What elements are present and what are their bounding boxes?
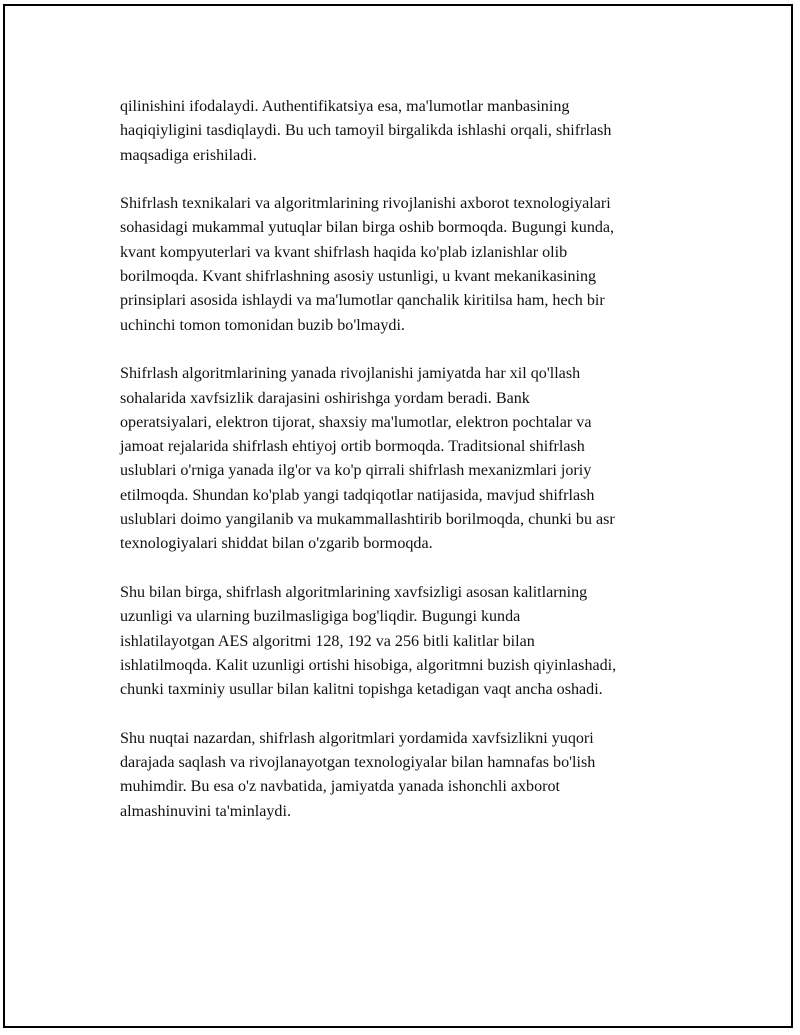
text-line: almashinuvini ta'minlaydi. — [120, 802, 291, 820]
document-page — [3, 4, 793, 1028]
paragraph — [120, 95, 700, 168]
text-line: Shu bilan birga, shifrlash algoritmlarining xavfsizligi asosan kalitlarning — [120, 583, 588, 601]
text-line: uzunligi va ularning buzilmasligiga bog'liqdir. Bugungi kunda — [120, 608, 521, 626]
text-line: Shu nuqtai nazardan, shifrlash algoritmlari yordamida xavfsizlikni yuqori — [120, 729, 594, 747]
text-line: borilmoqda. Kvant shifrlashning asosiy ustunligi, u kvant mekanikasining — [120, 268, 597, 286]
text-line: sohalarida xavfsizlik darajasini oshirishga yordam beradi. Bank — [120, 389, 530, 407]
text-line: uchinchi tomon tomonidan buzib bo'lmaydi. — [120, 316, 405, 334]
text-line: maqsadiga erishiladi. — [120, 146, 257, 164]
paragraph — [120, 581, 700, 702]
text-line: ishlatilayotgan AES algoritmi 128, 192 va 256 bitli kalitlar bilan — [120, 632, 535, 650]
paragraph — [120, 727, 700, 824]
text-line: uslublari o'rniga yanada ilg'or va ko'p qirrali shifrlash mexanizmlari joriy — [120, 462, 592, 480]
text-line: uslublari doimo yangilanib va mukammallashtirib borilmoqda, chunki bu asr — [120, 511, 615, 529]
text-line: muhimdir. Bu esa o'z navbatida, jamiyatda yanada ishonchli axborot — [120, 778, 561, 796]
text-line: chunki taxminiy usullar bilan kalitni topishga ketadigan vaqt ancha oshadi. — [120, 681, 603, 699]
text-line: qilinishini ifodalaydi. Authentifikatsiya esa, ma'lumotlar manbasining — [120, 98, 570, 115]
paragraph — [120, 192, 700, 338]
text-line: jamoat rejalarida shifrlash ehtiyoj ortib bormoqda. Traditsional shifrlash — [120, 438, 585, 456]
text-line: etilmoqda. Shundan ko'plab yangi tadqiqotlar natijasida, mavjud shifrlash — [120, 486, 595, 504]
text-line: ishlatilmoqda. Kalit uzunligi ortishi hisobiga, algoritmni buzish qiyinlashadi, — [120, 656, 617, 674]
text-line: texnologiyalari shiddat bilan o'zgarib bormoqda. — [120, 535, 433, 553]
paragraph — [120, 362, 700, 556]
text-line: darajada saqlash va rivojlanayotgan texnologiyalar bilan hamnafas bo'lish — [120, 754, 596, 772]
text-line: operatsiyalari, elektron tijorat, shaxsiy ma'lumotlar, elektron pochtalar va — [120, 413, 592, 431]
paragraph-list — [120, 95, 700, 824]
text-line: Shifrlash algoritmlarining yanada rivojlanishi jamiyatda har xil qo'llash — [120, 365, 581, 383]
text-line: kvant kompyuterlari va kvant shifrlash haqida ko'plab izlanishlar olib — [120, 243, 568, 261]
text-line: sohasidagi mukammal yutuqlar bilan birga oshib bormoqda. Bugungi kunda, — [120, 219, 615, 237]
text-line: prinsiplari asosida ishlaydi va ma'lumotlar qanchalik kiritilsa ham, hech bir — [120, 292, 605, 310]
text-line: Shifrlash texnikalari va algoritmlarining rivojlanishi axborot texnologiyalari — [120, 195, 611, 213]
text-line: haqiqiyligini tasdiqlaydi. Bu uch tamoyil birgalikda ishlashi orqali, shifrlash — [120, 122, 612, 140]
document-body — [120, 95, 700, 848]
